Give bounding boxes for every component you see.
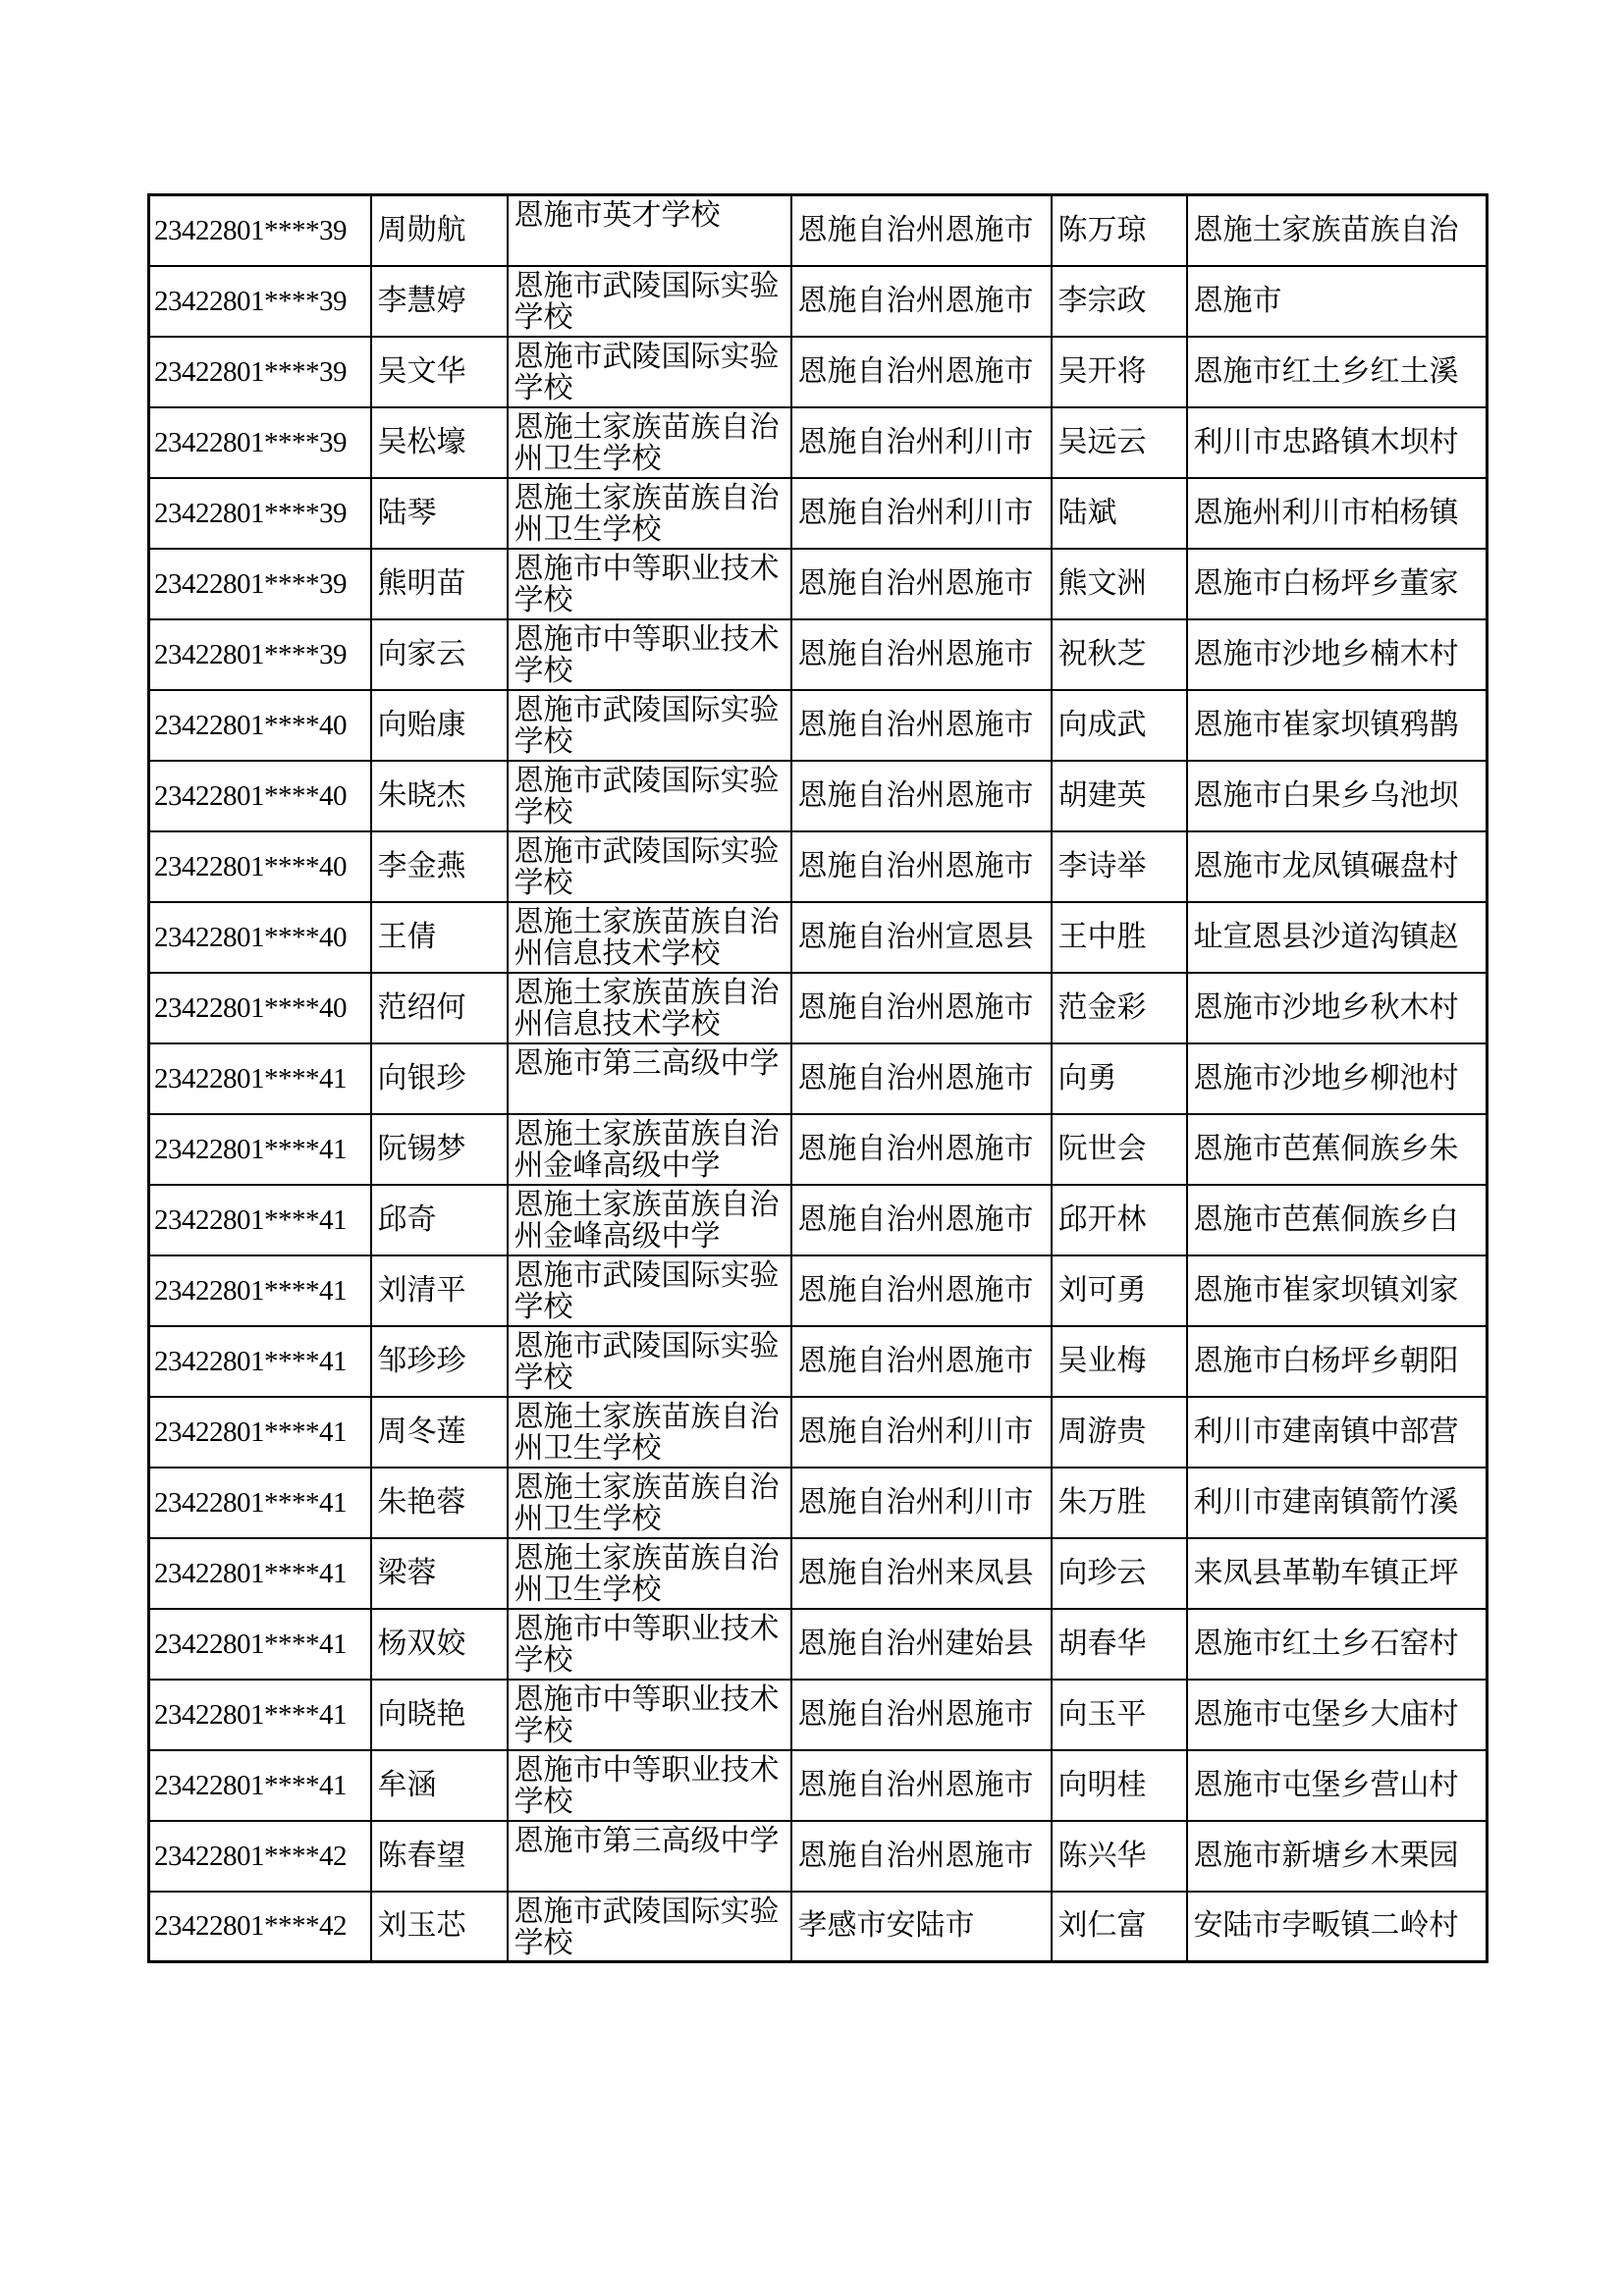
student-name-cell: 阮锡梦 bbox=[371, 1114, 508, 1185]
school-cell: 恩施市中等职业技术学校 bbox=[508, 1750, 791, 1821]
student-name-cell: 吴松壕 bbox=[371, 407, 508, 478]
address-cell: 安陆市孛畈镇二岭村 bbox=[1187, 1892, 1488, 1962]
address-cell: 恩施市白杨坪乡朝阳 bbox=[1187, 1326, 1488, 1397]
table-row bbox=[149, 902, 1488, 973]
school-cell: 恩施市中等职业技术学校 bbox=[508, 1609, 791, 1680]
id-cell: 23422801****41 bbox=[149, 1043, 371, 1114]
id-cell: 23422801****40 bbox=[149, 973, 371, 1043]
roster-table-body bbox=[149, 195, 1488, 1962]
table-row bbox=[149, 831, 1488, 902]
guardian-name-cell: 李宗政 bbox=[1052, 266, 1187, 337]
student-name-cell: 向银珍 bbox=[371, 1043, 508, 1114]
address-cell: 利川市忠路镇木坝村 bbox=[1187, 407, 1488, 478]
student-name-cell: 吴文华 bbox=[371, 337, 508, 407]
school-cell: 恩施土家族苗族自治州卫生学校 bbox=[508, 1468, 791, 1538]
student-name-cell: 梁蓉 bbox=[371, 1538, 508, 1609]
guardian-name-cell: 胡春华 bbox=[1052, 1609, 1187, 1680]
roster-table bbox=[147, 193, 1489, 1963]
school-cell: 恩施市武陵国际实验学校 bbox=[508, 1892, 791, 1962]
id-cell: 23422801****42 bbox=[149, 1892, 371, 1962]
guardian-name-cell: 朱万胜 bbox=[1052, 1468, 1187, 1538]
address-cell: 恩施市龙凤镇碾盘村 bbox=[1187, 831, 1488, 902]
region-cell: 孝感市安陆市 bbox=[791, 1892, 1052, 1962]
address-cell: 恩施市沙地乡秋木村 bbox=[1187, 973, 1488, 1043]
school-cell: 恩施市第三高级中学 bbox=[508, 1821, 791, 1892]
guardian-name-cell: 王中胜 bbox=[1052, 902, 1187, 973]
region-cell: 恩施自治州来凤县 bbox=[791, 1538, 1052, 1609]
student-name-cell: 向家云 bbox=[371, 619, 508, 690]
table-row bbox=[149, 1609, 1488, 1680]
student-name-cell: 李慧婷 bbox=[371, 266, 508, 337]
school-cell: 恩施土家族苗族自治州信息技术学校 bbox=[508, 902, 791, 973]
region-cell: 恩施自治州恩施市 bbox=[791, 195, 1052, 266]
id-cell: 23422801****39 bbox=[149, 619, 371, 690]
guardian-name-cell: 周游贵 bbox=[1052, 1397, 1187, 1468]
school-cell: 恩施市中等职业技术学校 bbox=[508, 1680, 791, 1750]
table-row bbox=[149, 549, 1488, 619]
guardian-name-cell: 范金彩 bbox=[1052, 973, 1187, 1043]
table-row bbox=[149, 1255, 1488, 1326]
school-cell: 恩施土家族苗族自治州信息技术学校 bbox=[508, 973, 791, 1043]
table-row bbox=[149, 761, 1488, 831]
student-name-cell: 刘玉芯 bbox=[371, 1892, 508, 1962]
table-row bbox=[149, 266, 1488, 337]
school-cell: 恩施市武陵国际实验学校 bbox=[508, 1326, 791, 1397]
region-cell: 恩施自治州恩施市 bbox=[791, 266, 1052, 337]
id-cell: 23422801****41 bbox=[149, 1185, 371, 1255]
school-cell: 恩施土家族苗族自治州卫生学校 bbox=[508, 407, 791, 478]
guardian-name-cell: 陆斌 bbox=[1052, 478, 1187, 549]
id-cell: 23422801****41 bbox=[149, 1397, 371, 1468]
student-name-cell: 邹珍珍 bbox=[371, 1326, 508, 1397]
school-cell: 恩施土家族苗族自治州金峰高级中学 bbox=[508, 1185, 791, 1255]
region-cell: 恩施自治州利川市 bbox=[791, 407, 1052, 478]
address-cell: 恩施市新塘乡木栗园 bbox=[1187, 1821, 1488, 1892]
address-cell: 恩施市白果乡乌池坝 bbox=[1187, 761, 1488, 831]
id-cell: 23422801****42 bbox=[149, 1821, 371, 1892]
id-cell: 23422801****41 bbox=[149, 1114, 371, 1185]
table-row bbox=[149, 1821, 1488, 1892]
region-cell: 恩施自治州恩施市 bbox=[791, 831, 1052, 902]
address-cell: 恩施市白杨坪乡董家 bbox=[1187, 549, 1488, 619]
guardian-name-cell: 刘可勇 bbox=[1052, 1255, 1187, 1326]
guardian-name-cell: 向成武 bbox=[1052, 690, 1187, 761]
guardian-name-cell: 胡建英 bbox=[1052, 761, 1187, 831]
guardian-name-cell: 陈万琼 bbox=[1052, 195, 1187, 266]
guardian-name-cell: 刘仁富 bbox=[1052, 1892, 1187, 1962]
table-row bbox=[149, 1892, 1488, 1962]
address-cell: 恩施市屯堡乡大庙村 bbox=[1187, 1680, 1488, 1750]
id-cell: 23422801****39 bbox=[149, 195, 371, 266]
address-cell: 址宣恩县沙道沟镇赵 bbox=[1187, 902, 1488, 973]
id-cell: 23422801****40 bbox=[149, 831, 371, 902]
address-cell: 恩施市屯堡乡营山村 bbox=[1187, 1750, 1488, 1821]
table-row bbox=[149, 1397, 1488, 1468]
school-cell: 恩施市武陵国际实验学校 bbox=[508, 1255, 791, 1326]
guardian-name-cell: 阮世会 bbox=[1052, 1114, 1187, 1185]
student-name-cell: 刘清平 bbox=[371, 1255, 508, 1326]
guardian-name-cell: 邱开林 bbox=[1052, 1185, 1187, 1255]
school-cell: 恩施土家族苗族自治州卫生学校 bbox=[508, 478, 791, 549]
student-name-cell: 牟涵 bbox=[371, 1750, 508, 1821]
id-cell: 23422801****40 bbox=[149, 761, 371, 831]
address-cell: 恩施市红土乡石窑村 bbox=[1187, 1609, 1488, 1680]
table-row bbox=[149, 1043, 1488, 1114]
guardian-name-cell: 向珍云 bbox=[1052, 1538, 1187, 1609]
table-row bbox=[149, 195, 1488, 266]
student-name-cell: 陈春望 bbox=[371, 1821, 508, 1892]
region-cell: 恩施自治州恩施市 bbox=[791, 549, 1052, 619]
table-row bbox=[149, 478, 1488, 549]
table-row bbox=[149, 337, 1488, 407]
address-cell: 恩施市沙地乡楠木村 bbox=[1187, 619, 1488, 690]
address-cell: 恩施市红土乡红土溪 bbox=[1187, 337, 1488, 407]
address-cell: 恩施市 bbox=[1187, 266, 1488, 337]
school-cell: 恩施市英才学校 bbox=[508, 195, 791, 266]
address-cell: 恩施市芭蕉侗族乡白 bbox=[1187, 1185, 1488, 1255]
address-cell: 利川市建南镇中部营 bbox=[1187, 1397, 1488, 1468]
guardian-name-cell: 祝秋芝 bbox=[1052, 619, 1187, 690]
table-row bbox=[149, 690, 1488, 761]
student-name-cell: 李金燕 bbox=[371, 831, 508, 902]
table-row bbox=[149, 1468, 1488, 1538]
table-row bbox=[149, 1680, 1488, 1750]
id-cell: 23422801****40 bbox=[149, 690, 371, 761]
school-cell: 恩施市武陵国际实验学校 bbox=[508, 761, 791, 831]
guardian-name-cell: 李诗举 bbox=[1052, 831, 1187, 902]
school-cell: 恩施市武陵国际实验学校 bbox=[508, 266, 791, 337]
school-cell: 恩施土家族苗族自治州卫生学校 bbox=[508, 1538, 791, 1609]
school-cell: 恩施市第三高级中学 bbox=[508, 1043, 791, 1114]
student-name-cell: 范绍何 bbox=[371, 973, 508, 1043]
guardian-name-cell: 吴业梅 bbox=[1052, 1326, 1187, 1397]
address-cell: 恩施土家族苗族自治 bbox=[1187, 195, 1488, 266]
school-cell: 恩施市中等职业技术学校 bbox=[508, 549, 791, 619]
id-cell: 23422801****41 bbox=[149, 1326, 371, 1397]
student-name-cell: 朱艳蓉 bbox=[371, 1468, 508, 1538]
id-cell: 23422801****41 bbox=[149, 1750, 371, 1821]
guardian-name-cell: 陈兴华 bbox=[1052, 1821, 1187, 1892]
guardian-name-cell: 吴远云 bbox=[1052, 407, 1187, 478]
region-cell: 恩施自治州恩施市 bbox=[791, 1114, 1052, 1185]
table-row bbox=[149, 973, 1488, 1043]
region-cell: 恩施自治州恩施市 bbox=[791, 690, 1052, 761]
id-cell: 23422801****39 bbox=[149, 478, 371, 549]
school-cell: 恩施土家族苗族自治州卫生学校 bbox=[508, 1397, 791, 1468]
region-cell: 恩施自治州恩施市 bbox=[791, 1185, 1052, 1255]
student-name-cell: 朱晓杰 bbox=[371, 761, 508, 831]
table-row bbox=[149, 1326, 1488, 1397]
region-cell: 恩施自治州恩施市 bbox=[791, 1680, 1052, 1750]
student-name-cell: 陆琴 bbox=[371, 478, 508, 549]
student-name-cell: 王倩 bbox=[371, 902, 508, 973]
school-cell: 恩施市武陵国际实验学校 bbox=[508, 831, 791, 902]
region-cell: 恩施自治州恩施市 bbox=[791, 1326, 1052, 1397]
id-cell: 23422801****39 bbox=[149, 266, 371, 337]
school-cell: 恩施土家族苗族自治州金峰高级中学 bbox=[508, 1114, 791, 1185]
region-cell: 恩施自治州恩施市 bbox=[791, 1821, 1052, 1892]
guardian-name-cell: 熊文洲 bbox=[1052, 549, 1187, 619]
id-cell: 23422801****40 bbox=[149, 902, 371, 973]
table-row bbox=[149, 1750, 1488, 1821]
address-cell: 来凤县革勒车镇正坪 bbox=[1187, 1538, 1488, 1609]
table-row bbox=[149, 407, 1488, 478]
student-name-cell: 周勋航 bbox=[371, 195, 508, 266]
region-cell: 恩施自治州恩施市 bbox=[791, 337, 1052, 407]
table-row bbox=[149, 1185, 1488, 1255]
address-cell: 利川市建南镇箭竹溪 bbox=[1187, 1468, 1488, 1538]
guardian-name-cell: 向明桂 bbox=[1052, 1750, 1187, 1821]
school-cell: 恩施市武陵国际实验学校 bbox=[508, 690, 791, 761]
table-row bbox=[149, 1114, 1488, 1185]
student-name-cell: 熊明苗 bbox=[371, 549, 508, 619]
id-cell: 23422801****41 bbox=[149, 1468, 371, 1538]
id-cell: 23422801****39 bbox=[149, 407, 371, 478]
id-cell: 23422801****41 bbox=[149, 1680, 371, 1750]
region-cell: 恩施自治州恩施市 bbox=[791, 1255, 1052, 1326]
student-name-cell: 向晓艳 bbox=[371, 1680, 508, 1750]
id-cell: 23422801****41 bbox=[149, 1255, 371, 1326]
guardian-name-cell: 向玉平 bbox=[1052, 1680, 1187, 1750]
region-cell: 恩施自治州恩施市 bbox=[791, 1043, 1052, 1114]
address-cell: 恩施市崔家坝镇鸦鹊 bbox=[1187, 690, 1488, 761]
region-cell: 恩施自治州宣恩县 bbox=[791, 902, 1052, 973]
student-name-cell: 邱奇 bbox=[371, 1185, 508, 1255]
student-name-cell: 杨双姣 bbox=[371, 1609, 508, 1680]
address-cell: 恩施市沙地乡柳池村 bbox=[1187, 1043, 1488, 1114]
address-cell: 恩施市芭蕉侗族乡朱 bbox=[1187, 1114, 1488, 1185]
region-cell: 恩施自治州恩施市 bbox=[791, 761, 1052, 831]
region-cell: 恩施自治州利川市 bbox=[791, 1468, 1052, 1538]
region-cell: 恩施自治州利川市 bbox=[791, 478, 1052, 549]
table-row bbox=[149, 619, 1488, 690]
id-cell: 23422801****41 bbox=[149, 1538, 371, 1609]
school-cell: 恩施市中等职业技术学校 bbox=[508, 619, 791, 690]
address-cell: 恩施市崔家坝镇刘家 bbox=[1187, 1255, 1488, 1326]
id-cell: 23422801****39 bbox=[149, 549, 371, 619]
region-cell: 恩施自治州恩施市 bbox=[791, 1750, 1052, 1821]
school-cell: 恩施市武陵国际实验学校 bbox=[508, 337, 791, 407]
region-cell: 恩施自治州恩施市 bbox=[791, 619, 1052, 690]
region-cell: 恩施自治州恩施市 bbox=[791, 973, 1052, 1043]
guardian-name-cell: 向勇 bbox=[1052, 1043, 1187, 1114]
region-cell: 恩施自治州建始县 bbox=[791, 1609, 1052, 1680]
student-name-cell: 向贻康 bbox=[371, 690, 508, 761]
table-row bbox=[149, 1538, 1488, 1609]
address-cell: 恩施州利川市柏杨镇 bbox=[1187, 478, 1488, 549]
region-cell: 恩施自治州利川市 bbox=[791, 1397, 1052, 1468]
id-cell: 23422801****41 bbox=[149, 1609, 371, 1680]
student-name-cell: 周冬莲 bbox=[371, 1397, 508, 1468]
guardian-name-cell: 吴开将 bbox=[1052, 337, 1187, 407]
id-cell: 23422801****39 bbox=[149, 337, 371, 407]
